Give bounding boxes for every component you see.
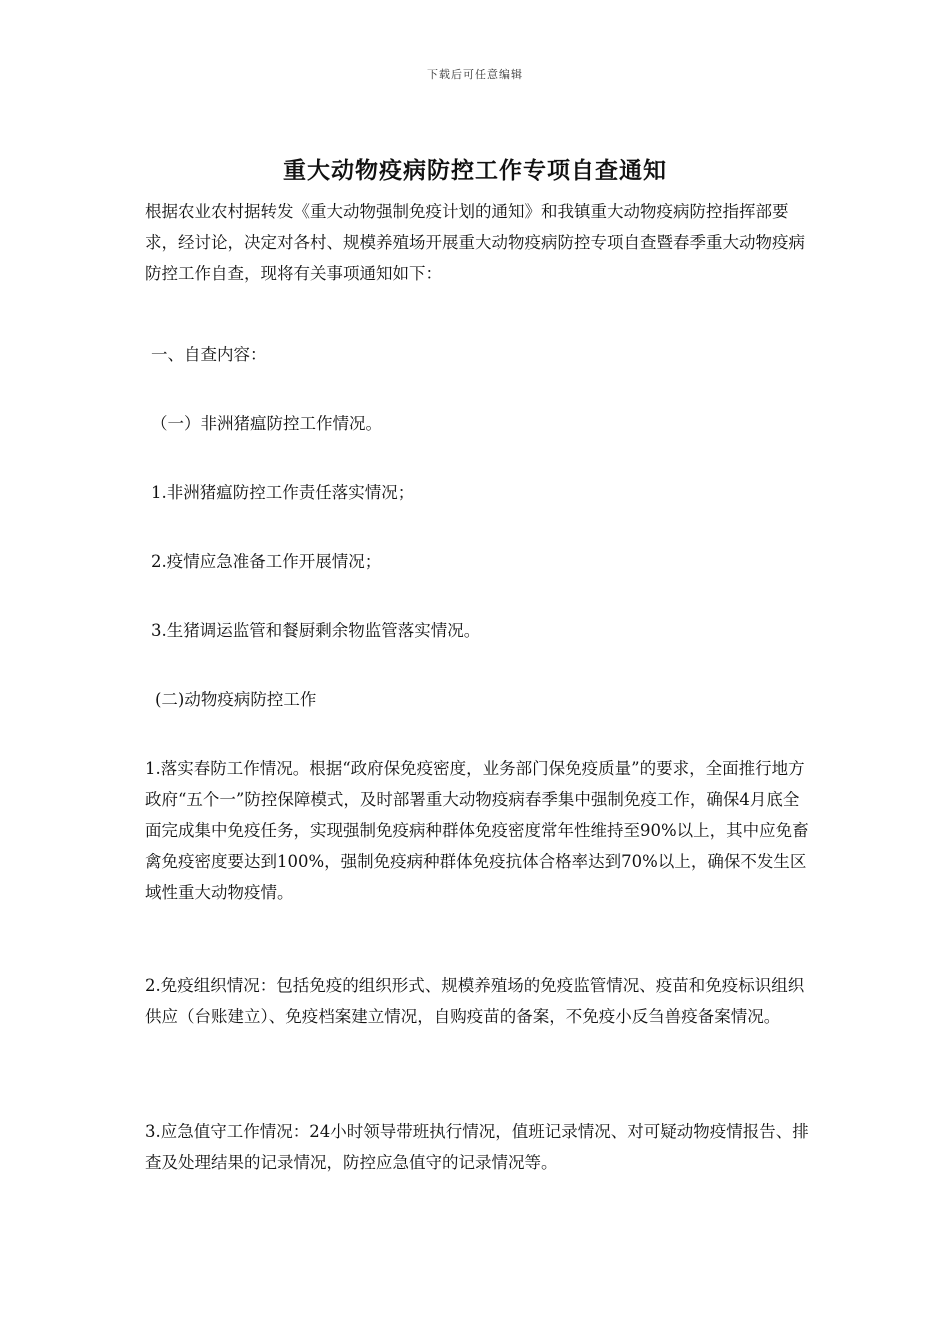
sub2-item-1: 1.落实春防工作情况。根据“政府保免疫密度，业务部门保免疫质量”的要求，全面推行地方政府“五个一”防控保障模式，及时部署重大动物疫病春季集中强制免疫工作，确保4月底全面完成集中免疫任务，实现强制免疫病种群体免疫密度常年性维持至90%以上，其中应免畜禽免疫密度要达到100%，强制免疫病种群体免疫抗体合格率达到70%以上，确保不发生区域性重大动物疫情。 — [145, 759, 809, 902]
sub2-item-3: 3.应急值守工作情况：24小时领导带班执行情况，值班记录情况、对可疑动物疫情报告、排查及处理结果的记录情况，防控应急值守的记录情况等。 — [145, 1122, 809, 1172]
sub1-item-3: 3.生猪调运监管和餐厨剩余物监管落实情况。 — [151, 621, 481, 640]
sub1-item-2: 2.疫情应急准备工作开展情况； — [151, 552, 382, 571]
section1-heading: 一、自查内容： — [151, 345, 267, 364]
document-title: 重大动物疫病防控工作专项自查通知 — [283, 157, 667, 184]
intro-paragraph: 根据农业农村据转发《重大动物强制免疫计划的通知》和我镇重大动物疫病防控指挥部要求，经讨论，决定对各村、规模养殖场开展重大动物疫病防控专项自查暨春季重大动物疫病防控工作自查，现将有关事项通知如下： — [145, 202, 805, 283]
sub1-item-1: 1.非洲猪瘟防控工作责任落实情况； — [151, 483, 415, 502]
sub2-item-2: 2.免疫组织情况：包括免疫的组织形式、规模养殖场的免疫监管情况、疫苗和免疫标识组织供应（台账建立）、免疫档案建立情况，自购疫苗的备案，不免疫小反刍兽疫备案情况。 — [145, 976, 805, 1026]
sub1-heading: （一）非洲猪瘟防控工作情况。 — [151, 414, 382, 433]
sub2-heading: (二)动物疫病防控工作 — [155, 690, 317, 709]
header-note: 下载后可任意编辑 — [427, 68, 523, 81]
